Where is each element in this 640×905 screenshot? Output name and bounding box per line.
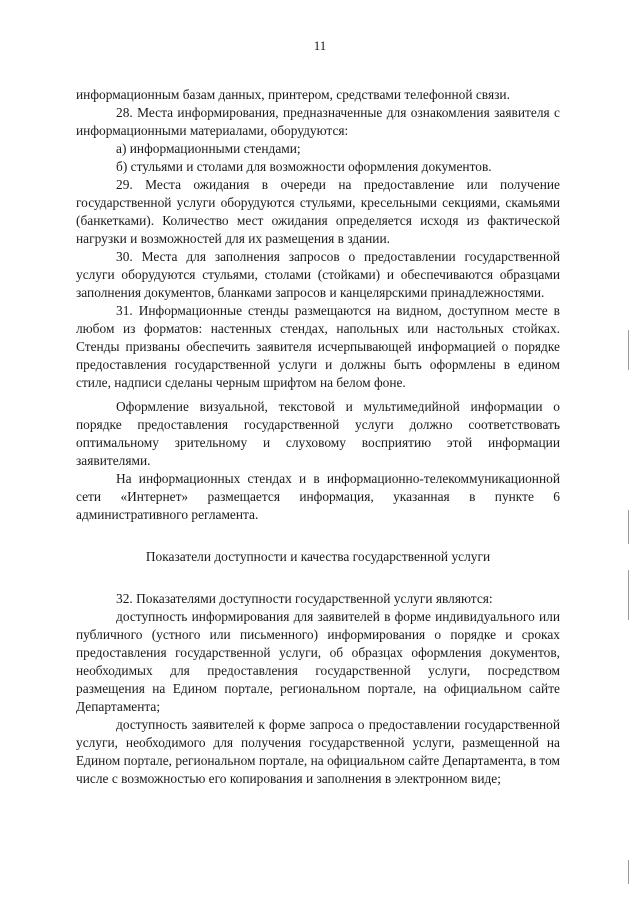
paragraph: информационным базам данных, принтером, средствами телефонной связи.: [76, 87, 510, 102]
scan-margin-mark: [628, 570, 629, 620]
paragraph-item-30: 30. Места для заполнения запросов о предоставлении государственной услуги оборудуются стульями, столами (стойками) и обеспечиваются образцами заполнения документов, бланками запросов и канцелярскими принадлежностями.: [76, 249, 560, 300]
list-item-b: б) стульями и столами для возможности оформления документов.: [116, 159, 492, 174]
paragraph-design: Оформление визуальной, текстовой и мультимедийной информации о порядке предоставления государственной услуги должно соответствовать оптимальному зрительному и слуховому восприятию этой информации заявителями.: [76, 399, 560, 468]
scan-margin-mark: [628, 860, 629, 884]
paragraph-availability-info: доступность информирования для заявителей в форме индивидуального или публичного (устного или письменного) информирования о порядке и сроках предоставления государственной услуги, об образцах оформления документов, необходимых для предоставления государственной услуги, посредством размещения на Едином портале, региональном портале, на официальном сайте Департамента;: [76, 609, 560, 714]
section-heading: Показатели доступности и качества государственной услуги: [145, 549, 491, 564]
paragraph-item-32: 32. Показателями доступности государственной услуги являются:: [116, 591, 493, 606]
paragraph-availability-form: доступность заявителей к форме запроса о предоставлении государственной услуги, необходимого для получения государственной услуги, размещенной на Едином портале, региональном портале, на официальном сайте Департамента, в том числе с возможностью его копирования и заполнения в электронном виде;: [76, 717, 560, 786]
scan-margin-mark: [628, 510, 629, 544]
paragraph-item-29: 29. Места ожидания в очереди на предоставление или получение государственной услуги оборудуются стульями, кресельными секциями, скамьями (банкетками). Количество мест ожидания определяется исходя из фактической нагрузки и возможностей для их размещения в здании.: [76, 177, 560, 246]
list-item-a: а) информационными стендами;: [116, 141, 301, 156]
scan-margin-mark: [628, 330, 629, 370]
document-body: [76, 86, 560, 788]
paragraph-item-31: 31. Информационные стенды размещаются на видном, доступном месте в любом из форматов: настенных стендах, напольных или настольных стойках. Стенды призваны обеспечить заявителя исчерпывающей информацией о порядке предоставления государственной услуги и должны быть оформлены в едином стиле, надписи сделаны черным шрифтом на белом фоне.: [76, 303, 560, 390]
paragraph-item-28: 28. Места информирования, предназначенные для ознакомления заявителя с информационными материалами, оборудуются:: [76, 105, 560, 138]
paragraph-internet: На информационных стендах и в информационно-телекоммуникационной сети «Интернет» размещается информация, указанная в пункте 6 административного регламента.: [76, 471, 560, 522]
page-number: 11: [313, 38, 327, 53]
